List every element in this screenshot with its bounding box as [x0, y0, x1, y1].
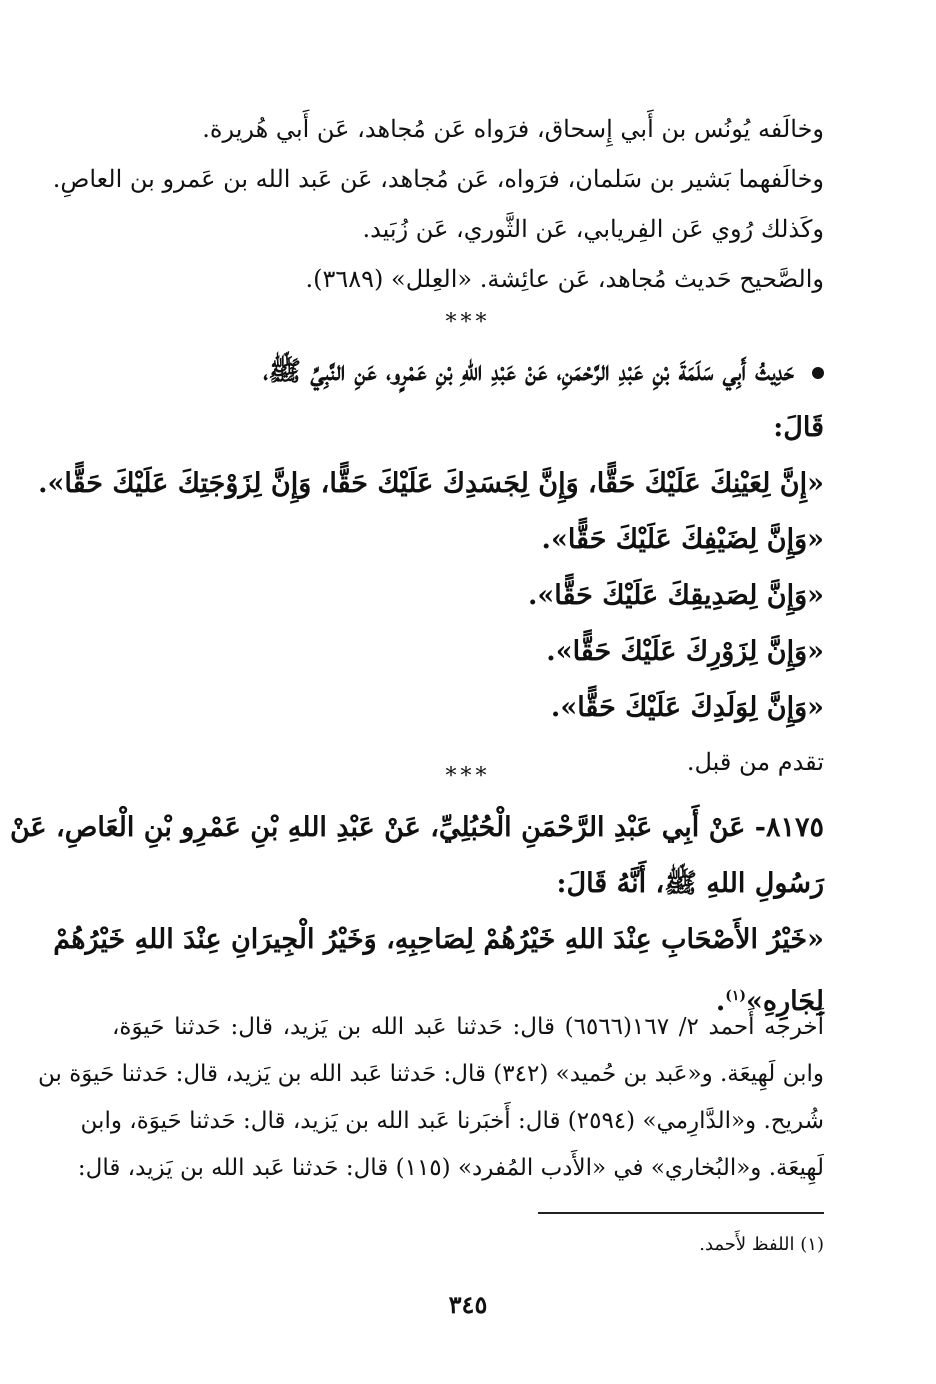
hadith-quote: «خَيْرُ الأَصْحَابِ عِنْدَ اللهِ خَيْرُهُمْ لِصَاحِبِهِ، وَخَيْرُ الْجِيرَانِ عِنْدَ اللهِ خَيْرُهُمْ — [53, 924, 824, 955]
hadith-quote: «وَإِنَّ لِصَدِيقِكَ عَلَيْكَ حَقًّا». — [528, 580, 824, 611]
intro-line: وكَذلك رُوي عَن الفِريابي، عَن الثَّوري، عَن زُبَيد. — [362, 215, 824, 243]
hadith-quote: «إِنَّ لِعَيْنِكَ عَلَيْكَ حَقًّا، وَإِنَّ لِجَسَدِكَ عَلَيْكَ حَقًّا، وَإِنَّ لِزَوْجَتِكَ عَلَيْكَ حَقًّا». — [38, 468, 824, 499]
intro-line: والصَّحيح حَديث مُجاهد، عَن عائِشة. «العِلل» (٣٦٨٩). — [305, 265, 824, 293]
hadith-block-numbered — [9, 800, 824, 1024]
footnote: (١) اللفظ لأَحمد. — [699, 1234, 824, 1255]
numbered-hadith-line: ٨١٧٥- عَنْ أَبِي عَبْدِ الرَّحْمَنِ الْحُبُلِيِّ، عَنْ عَبْدِ اللهِ بْنِ عَمْرِو بْنِ الْعَاصِ، عَنْ — [9, 812, 824, 843]
takhrij-line: لَهِيعَة. و«البُخاري» في «الأَدب المُفرد» (١١٥) قال: حَدثنا عَبد الله بن يَزيد، قال: — [77, 1155, 824, 1181]
intro-paragraph — [52, 104, 824, 304]
intro-line: وخالَفه يُونُس بن أَبي إِسحاق، فرَواه عَن مُجاهد، عَن أَبي هُريرة. — [202, 115, 824, 143]
takhrij-line: أَخرجه أَحمد ٢/ ١٦٧(٦٥٦٦) قال: حَدثنا عَبد الله بن يَزيد، قال: حَدثنا حَيوَة، — [112, 1014, 825, 1040]
section-separator: *** — [445, 310, 491, 335]
footnote-divider — [538, 1212, 824, 1214]
numbered-hadith-line: رَسُولِ اللهِ ﷺ، أَنَّهُ قَالَ: — [556, 868, 824, 899]
takhrij-paragraph — [38, 1004, 825, 1192]
hadith-heading-text: حَدِيثُ أَبِي سَلَمَةَ بْنِ عَبْدِ الرَّحْمَنِ، عَنْ عَبْدِ اللهِ بْنِ عَمْرٍو، عَنِ النَّبِيِّ ﷺ، — [263, 356, 794, 387]
footnote-reference: (١) — [725, 988, 747, 1004]
hadith-block — [38, 344, 824, 788]
bullet-icon — [812, 367, 824, 379]
hadith-quote-end: لِجَارِهِ»$^{(١)}$. — [715, 986, 824, 1017]
hadith-quote-text: لِجَارِهِ» — [746, 986, 824, 1017]
takhrij-line: وابن لَهِيعَة. و«عَبد بن حُميد» (٣٤٢) قال: حَدثنا عَبد الله بن يَزيد، قال: حَدثنا حَيوَة بن — [38, 1061, 824, 1087]
hadith-heading-continuation: قَالَ: — [773, 412, 824, 443]
hadith-quote: «وَإِنَّ لِضَيْفِكَ عَلَيْكَ حَقًّا». — [541, 524, 824, 555]
intro-line: وخالَفهما بَشير بن سَلمان، فرَواه، عَن مُجاهد، عَن عَبد الله بن عَمرو بن العاصِ. — [52, 165, 824, 193]
hadith-quote: «وَإِنَّ لِوَلَدِكَ عَلَيْكَ حَقًّا». — [550, 692, 824, 723]
hadith-note: تقدم من قبل. — [686, 748, 824, 776]
hadith-heading — [112, 344, 824, 400]
page-number: ٣٤٥ — [448, 1290, 488, 1319]
section-separator: *** — [445, 764, 491, 789]
hadith-quote: «وَإِنَّ لِزَوْرِكَ عَلَيْكَ حَقًّا». — [546, 636, 824, 667]
takhrij-line: شُريح. و«الدَّارِمي» (٢٥٩٤) قال: أَخبَرنا عَبد الله بن يَزيد، قال: حَدثنا حَيوَة، وابن — [80, 1108, 824, 1134]
